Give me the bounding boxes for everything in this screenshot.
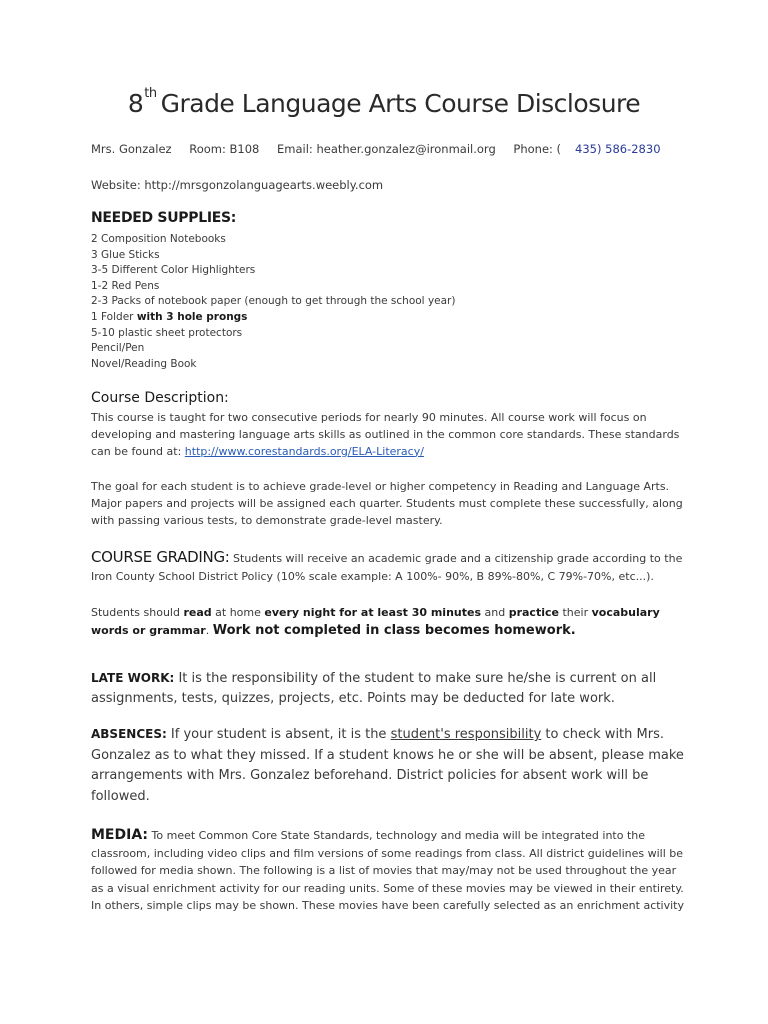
late-work-text: It is the responsibility of the student to make sure he/she is current on all assignments, tests, quizzes, projects, etc. Points may be deducted for late work. xyxy=(91,671,657,706)
reading-text: at home xyxy=(211,606,265,619)
absences-section xyxy=(91,724,691,807)
media-text: To meet Common Core State Standards, technology and media will be integrated into the classroom, including video clips and film versions of some readings from class. All district guidelines will be followed for media shown. The following is a list of movies that may/may not be used throughout the year as a visual enrichment activity for our reading units. Some of these movies may be viewed in their entirety. In others, simple clips may be shown. These movies have been carefully selected as an enrichment activity xyxy=(91,829,685,912)
title-grade-number: 8 xyxy=(127,89,144,118)
absences-text: to check with Mrs. Gonzalez as to what they missed. If a student knows he or she will be absent, please make arrangements with Mrs. Gonzalez beforehand. District policies for absent work will be followed. xyxy=(91,727,684,804)
media-heading: MEDIA: xyxy=(91,827,149,843)
course-description-paragraph-1 xyxy=(91,410,691,460)
course-description-text: This course is taught for two consecutive periods for nearly 90 minutes. All course work will focus on developing and mastering language arts skills as outlined in the common core standards. These standards can be found at: xyxy=(91,411,680,458)
course-description-paragraph-2: The goal for each student is to achieve grade-level or higher competency in Reading and Language Arts. Major papers and projects will be assigned each quarter. Students must complete these successfully, along with passing various tests, to demonstrate grade-level mastery. xyxy=(91,480,683,527)
supplies-heading: NEEDED SUPPLIES: xyxy=(91,210,237,226)
absences-text: If your student is absent, it is the xyxy=(166,727,391,742)
phone-number: 435) 586-2830 xyxy=(575,142,661,156)
phone xyxy=(513,142,674,156)
phone-label: Phone: ( xyxy=(513,142,562,156)
reading-bold: read xyxy=(183,606,212,619)
late-work-heading: LATE WORK: xyxy=(91,671,175,685)
supplies-list xyxy=(91,232,455,372)
late-work-section xyxy=(91,668,691,709)
reading-bold: practice xyxy=(508,606,559,619)
standards-link[interactable]: http://www.corestandards.org/ELA-Literacy/ xyxy=(184,444,424,458)
list-item: 2-3 Packs of notebook paper (enough to get through the school year) xyxy=(91,295,456,308)
reading-text: Students should xyxy=(91,606,184,619)
teacher-name: Mrs. Gonzalez xyxy=(91,142,172,156)
list-item: 3-5 Different Color Highlighters xyxy=(91,264,256,277)
contact-line xyxy=(91,142,675,156)
folder-bold-text: with 3 hole prongs xyxy=(136,310,248,323)
list-item: 2 Composition Notebooks xyxy=(91,233,226,245)
list-item: 3 Glue Sticks xyxy=(91,248,160,261)
list-item: Novel/Reading Book xyxy=(91,357,197,370)
folder-text: 1 Folder xyxy=(91,310,137,323)
course-grading-text: Students will receive an academic grade and a citizenship grade according to the Iron County School District Policy (10% scale example: A 100%- 90%, B 89%-80%, C 79%-70%, etc...). xyxy=(91,552,683,583)
list-item: 5-10 plastic sheet protectors xyxy=(91,326,243,339)
media-section xyxy=(91,827,691,915)
absences-underlined: student's responsibility xyxy=(390,727,542,742)
list-item: Pencil/Pen xyxy=(91,342,145,355)
reading-text: . xyxy=(205,624,213,637)
website-line: Website: http://mrsgonzolanguagearts.weebly.com xyxy=(91,178,384,192)
course-grading-section xyxy=(91,548,691,586)
reading-text: their xyxy=(558,606,592,619)
room-number: Room: B108 xyxy=(189,142,260,156)
list-item-folder xyxy=(91,310,455,326)
homework-notice: Work not completed in class becomes homework. xyxy=(212,623,576,638)
course-description-heading: Course Description: xyxy=(91,390,229,406)
email-address: Email: heather.gonzalez@ironmail.org xyxy=(277,142,496,156)
reading-text: and xyxy=(481,606,509,619)
title-superscript: th xyxy=(144,86,157,101)
reading-bold: every night for at least 30 minutes xyxy=(264,606,481,619)
absences-heading: ABSENCES: xyxy=(91,727,167,741)
title-text: Grade Language Arts Course Disclosure xyxy=(160,89,641,118)
document-title xyxy=(0,86,768,118)
list-item: 1-2 Red Pens xyxy=(91,279,160,292)
course-grading-heading: COURSE GRADING: xyxy=(91,548,230,566)
reading-bold: vocabulary words or grammar xyxy=(91,606,660,637)
reading-requirements xyxy=(91,604,691,640)
